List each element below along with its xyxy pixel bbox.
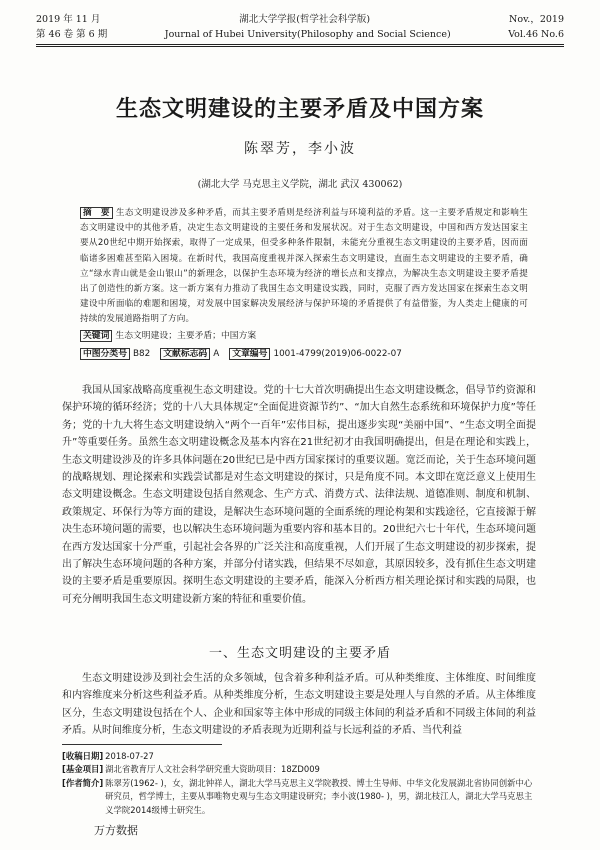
doc-code-value: A xyxy=(213,349,220,359)
header-rule xyxy=(36,44,564,45)
running-header xyxy=(36,12,564,42)
abstract-label: 摘 要 xyxy=(80,207,113,219)
article-id-value: 1001-4799(2019)06-0022-07 xyxy=(273,349,402,359)
watermark: 万方数据 xyxy=(94,824,138,837)
header-journal-en: Journal of Hubei University(Philosophy and Social Science) xyxy=(164,29,451,40)
header-volume-en: Vol.46 No.6 xyxy=(508,29,564,40)
header-date: 2019 年 11 月 xyxy=(36,14,101,25)
footnote-authors xyxy=(62,777,536,817)
keywords-text: 生态文明建设；主要矛盾；中国方案 xyxy=(115,331,257,341)
intro-paragraph: 我国从国家战略高度重视生态文明建设。党的十七大首次明确提出生态文明建设概念，倡导节约资源和保护环境的循环经济；党的十八大具体规定“全面促进资源节约”、“加大自然生态系统和环境保护力度”等任务；党的十九大将生态文明建设纳入“两个一百年”宏伟目标，提出逐步实现“美丽中国”、“生态文明全面提升”等重要任务。虽然生态文明建设概念及基本内容在21世纪初才由我国明确提出，但是在理论和实践上，生态文明建设涉及的许多具体问题在20世纪已是中西方国家探讨的重要议题。宽泛而论，关于生态环境问题的战略规划、理论探索和实践尝试都是对生态文明建设的探讨，只是角度不同。本文即在宽泛意义上使用生态文明建设概念。生态文明建设包括自然观念、生产方式、消费方式、法律法规、道德准则、制度和机制、政策规定、环保行为等方面的建设，是解决生态环境问题的全面系统的理论构架和实践途径，它直接源于解决生态环境问题的需要，也以解决生态环境问题为重要内容和基本目的。20世纪六七十年代，生态环境问题在西方发达国家十分严重，引起社会各界的广泛关注和高度重视，人们开展了生态文明建设的初步探索，提出了解决生态环境问题的各种方案，并部分付诸实践，但结果不尽如意，其原因较多，没有抓住生态文明建设的主要矛盾是重要原因。探明生态文明建设的主要矛盾，能深入分析西方相关理论探讨和实践的局限，也可充分阐明我国生态文明建设新方案的特征和重要价值。 xyxy=(62,385,536,605)
header-volume: 第 46 卷 第 6 期 xyxy=(36,29,108,40)
abstract xyxy=(80,206,528,328)
footnote-label: [作者简介] xyxy=(62,777,104,788)
footnote-received xyxy=(62,750,536,763)
footnote-label: [基金项目] xyxy=(62,764,104,775)
article-authors: 陈翠芳，李小波 xyxy=(244,141,356,157)
section-heading: 一、生态文明建设的主要矛盾 xyxy=(208,646,391,661)
clc-value: B82 xyxy=(133,349,151,359)
classification-row xyxy=(80,346,528,359)
keywords-label: 关键词 xyxy=(80,330,112,342)
header-rule-2 xyxy=(36,46,564,47)
article-title: 生态文明建设的主要矛盾及中国方案 xyxy=(115,97,484,122)
footnote-text: 陈翠芳(1962- )，女，湖北钟祥人，湖北大学马克思主义学院教授、博士生导师、中华文化发展湖北省协同创新中心研究员，哲学博士，主要从事唯物史观与生态文明建设研究；李小波(1980- )，男，湖北枝江人，湖北大学马克思主义学院2014级博士研究生。 xyxy=(105,777,533,815)
footnote-text: 2018-07-27 xyxy=(105,751,154,761)
header-journal-cn: 湖北大学学报(哲学社会科学版) xyxy=(239,14,371,25)
article-id-label: 文章编号 xyxy=(229,348,270,360)
doc-code-label: 文献标志码 xyxy=(160,348,210,360)
header-date-en: Nov.，2019 xyxy=(509,14,564,25)
footnote-text: 湖北省教育厅人文社会科学研究重大资助项目：18ZD009 xyxy=(105,764,320,775)
footnote-funding xyxy=(62,763,536,776)
abstract-text: 生态文明建设涉及多种矛盾，而其主要矛盾则是经济利益与环境利益的矛盾。这一主要矛盾规定和影响生态文明建设中的其他矛盾，决定生态文明建设的主要任务和发展状况。对于生态文明建设，中国和西方发达国家主要从20世纪中期开始探索，取得了一定成果，但受多种条件限制，未能充分重视生态文明建设的主要矛盾，因而面临诸多困难甚至陷入困境。在新时代，我国高度重视并深入探索生态文明建设，直面生态文明建设的主要矛盾，确立“绿水青山就是金山银山”的新理念，以保护生态环境为经济的增长点和支撑点，为解决生态文明建设主要矛盾提出了创造性的新方案。这一新方案有力推动了我国生态文明建设实践，同时，克服了西方发达国家在探索生态文明建设中所面临的难题和困境，对发展中国家解决发展经济与保护环境的矛盾提供了有益借鉴，为人类走上健康的可持续的发展道路指明了方向。 xyxy=(80,208,528,325)
footnotes xyxy=(62,750,536,817)
footnote-label: [收稿日期] xyxy=(62,751,104,761)
clc-label: 中图分类号 xyxy=(80,348,130,360)
section-paragraph: 生态文明建设涉及到社会生活的众多领域，包含着多种利益矛盾。可从种类维度、主体维度、时间维度和内容维度来分析这些利益矛盾。从种类维度分析，生态文明建设主要是处理人与自然的矛盾。从主体维度区分，生态文明建设包括在个人、企业和国家等主体中形成的同级主体间的利益矛盾和不同级主体间的利益矛盾。从时间维度分析，生态文明建设的矛盾表现为近期利益与长远利益的矛盾、当代利益 xyxy=(62,673,536,737)
keywords xyxy=(80,328,528,341)
article-affiliation: (湖北大学 马克思主义学院，湖北 武汉 430062) xyxy=(197,179,403,190)
footnote-rule xyxy=(62,744,222,745)
